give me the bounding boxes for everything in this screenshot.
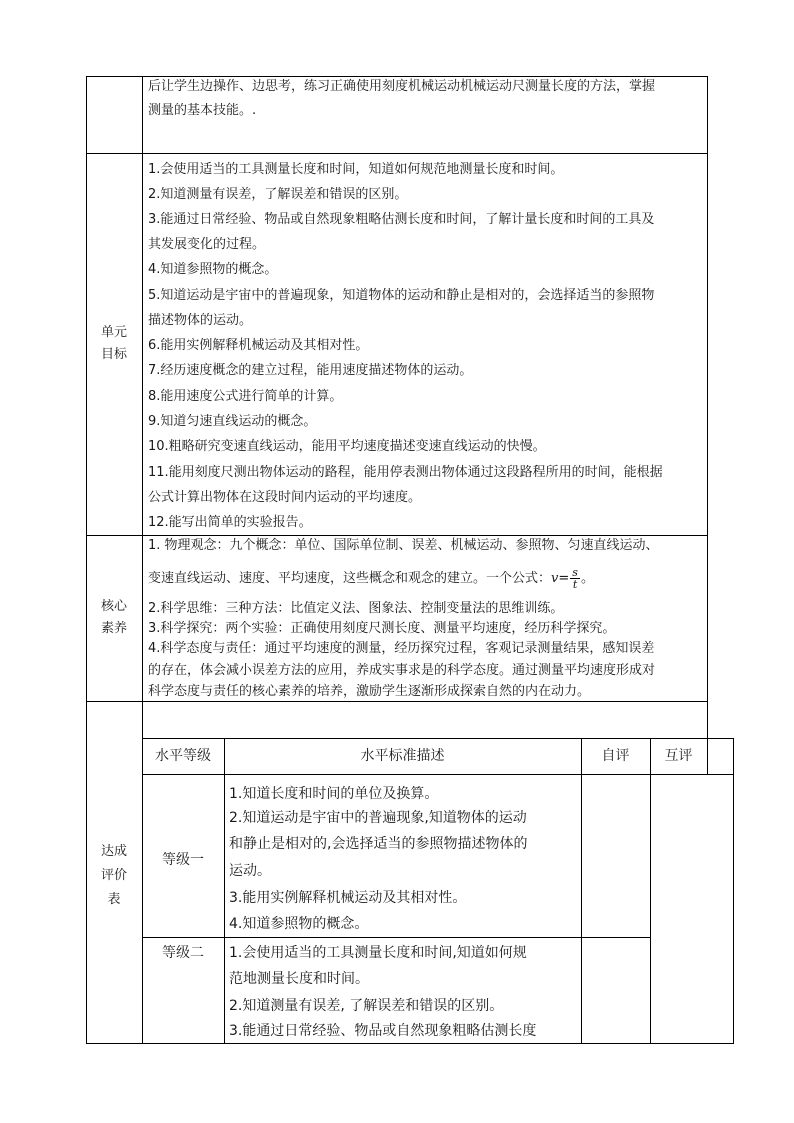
level-two-label: 等级二 xyxy=(162,945,204,961)
formula-equals: = xyxy=(558,571,570,586)
row-divider xyxy=(86,153,708,154)
formula-end-punct: 。 xyxy=(580,571,594,586)
description-line: 1.知道长度和时间的单位及换算。 xyxy=(229,786,439,802)
inner-table-top xyxy=(142,738,734,739)
intro-line: 测量的基本技能。. xyxy=(148,103,257,118)
row-divider xyxy=(86,535,708,536)
core-literacy-label-bottom: 素养 xyxy=(100,621,127,636)
core-literacy-formula-line xyxy=(148,567,594,590)
unit-goal-line: 描述物体的运动。 xyxy=(148,313,253,328)
description-line: 1.会使用适当的工具测量长度和时间,知道如何规 xyxy=(229,945,527,961)
core-literacy-label xyxy=(86,596,142,640)
inner-level-divider xyxy=(224,738,225,1044)
unit-goal-line: 9.知道匀速直线运动的概念。 xyxy=(148,414,317,429)
unit-goal-line: 1.会使用适当的工具测量长度和时间，知道如何规范地测量长度和时间。 xyxy=(148,162,564,177)
unit-goals-label xyxy=(86,322,142,366)
unit-goals-label-bottom: 目标 xyxy=(100,347,127,362)
inner-row-divider xyxy=(142,937,650,938)
inner-desc-divider xyxy=(581,738,582,1044)
intro-line: 后让学生边操作、边思考，练习正确使用刻度机械运动机械运动尺测量长度的方法，掌握 xyxy=(148,79,656,94)
assessment-label-line: 评价 xyxy=(100,868,127,883)
formula-lhs: v xyxy=(551,571,559,586)
unit-goal-line: 4.知道参照物的概念。 xyxy=(148,262,278,277)
description-line: 4.知道参照物的概念。 xyxy=(229,916,369,932)
core-literacy-label-top: 核心 xyxy=(100,599,127,614)
description-line: 2.知道运动是宇宙中的普遍现象,知道物体的运动 xyxy=(229,810,527,826)
description-line: 运动。 xyxy=(229,863,271,879)
table-bottom-border xyxy=(86,1043,734,1044)
inner-right-border xyxy=(733,738,734,1044)
unit-goal-line: 5.知道运动是宇宙中的普遍现象，知道物体的运动和静止是相对的，会选择适当的参照物 xyxy=(148,288,655,303)
unit-goal-line: 公式计算出物体在这段时间内运动的平均速度。 xyxy=(148,490,422,505)
core-literacy-line: 3.科学探究：两个实验：正确使用刻度尺测长度、测量平均速度，经历科学探究。 xyxy=(148,621,616,636)
unit-goal-line: 8.能用速度公式进行简单的计算。 xyxy=(148,389,343,404)
description-line: 3.能用实例解释机械运动及其相对性。 xyxy=(229,890,467,906)
table-top-border xyxy=(86,76,708,77)
assessment-label-line: 达成 xyxy=(100,844,127,859)
assessment-label xyxy=(86,840,142,912)
description-line: 3.能通过日常经验、物品或自然现象粗略估测长度 xyxy=(229,1023,537,1039)
unit-goal-line: 6.能用实例解释机械运动及其相对性。 xyxy=(148,338,369,353)
unit-goal-line: 10.粗略研究变速直线运动，能用平均速度描述变速直线运动的快慢。 xyxy=(148,439,546,454)
unit-goal-line: 7.经历速度概念的建立过程，能用速度描述物体的运动。 xyxy=(148,363,473,378)
core-literacy-line: 的存在，体会减小误差方法的应用，养成实事求是的科学态度。通过测量平均速度形成对 xyxy=(148,663,656,678)
unit-goal-line: 2.知道测量有误差，了解误差和错误的区别。 xyxy=(148,187,408,202)
unit-goal-line: 其发展变化的过程。 xyxy=(148,237,266,252)
unit-goal-line: 3.能通过日常经验、物品或自然现象粗略估测长度和时间，了解计量长度和时间的工具及 xyxy=(148,212,655,227)
level-one-label: 等级一 xyxy=(162,852,204,868)
core-literacy-line: 科学态度与责任的核心素养的培养，激励学生逐渐形成探索自然的内在动力。 xyxy=(148,684,591,699)
description-line: 和静止是相对的,会选择适当的参照物描述物体的 xyxy=(229,836,528,852)
header-self-eval: 自评 xyxy=(601,748,630,764)
formula-numerator: s xyxy=(572,566,578,579)
inner-header-bottom xyxy=(142,774,734,775)
formula-denominator: t xyxy=(572,578,578,591)
label-column-divider xyxy=(142,76,143,1044)
unit-goal-line: 12.能写出简单的实验报告。 xyxy=(148,515,312,530)
inner-peer-divider xyxy=(707,738,708,775)
header-description: 水平标准描述 xyxy=(360,748,445,764)
core-literacy-line: 4.科学态度与责任：通过平均速度的测量，经历探究过程，客观记录测量结果，感知误差 xyxy=(148,641,655,656)
unit-goal-line: 11.能用刻度尺测出物体运动的路程，能用停表测出物体通过这段路程所用的时间，能根据 xyxy=(148,465,663,480)
description-line: 范地测量长度和时间。 xyxy=(229,971,369,987)
core-literacy-line: 2.科学思维：三种方法：比值定义法、图象法、控制变量法的思维训练。 xyxy=(148,601,564,616)
inner-self-divider xyxy=(650,738,651,1044)
row-divider xyxy=(86,701,708,702)
header-peer-eval: 互评 xyxy=(664,748,693,764)
table-right-border xyxy=(707,76,708,739)
assessment-label-line: 表 xyxy=(107,892,121,907)
speed-formula-fraction xyxy=(570,567,580,590)
header-level: 水平等级 xyxy=(155,748,211,764)
unit-goals-label-top: 单元 xyxy=(100,325,127,340)
description-line: 2.知道测量有误差, 了解误差和错误的区别。 xyxy=(229,998,504,1014)
core-literacy-line-text: 变速直线运动、速度、平均速度，这些概念和观念的建立。一个公式： xyxy=(148,571,552,586)
core-literacy-line: 1. 物理观念：九个概念：单位、国际单位制、误差、机械运动、参照物、匀速直线运动、 xyxy=(148,538,659,553)
